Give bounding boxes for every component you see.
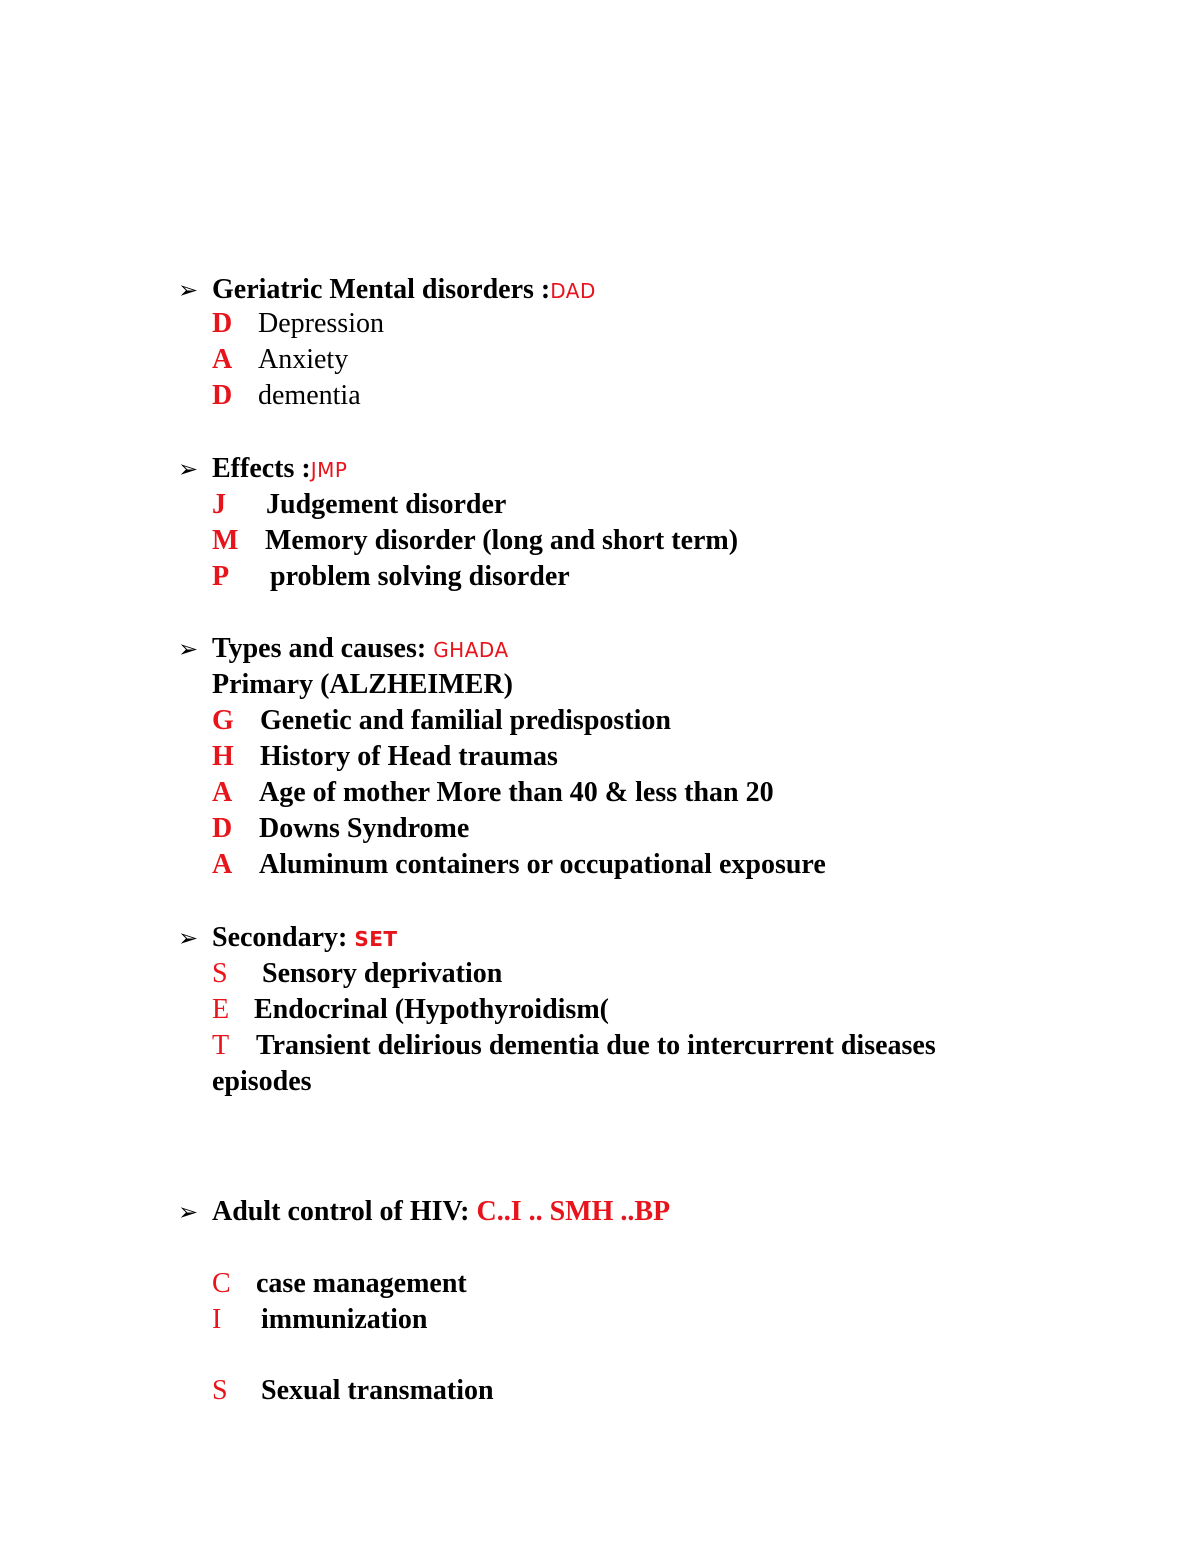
item-text: Depression [258, 308, 384, 339]
item-text: Aluminum containers or occupational exposure [259, 849, 826, 880]
mnemonic-letter: M [212, 525, 239, 556]
mnemonic-letter: E [212, 994, 230, 1025]
item-text: problem solving disorder [270, 561, 570, 592]
continuation-text: episodes [212, 1066, 312, 1097]
arrow-bullet-icon: ➢ [178, 924, 199, 952]
item-text: Judgement disorder [266, 489, 507, 520]
mnemonic-letter: I [212, 1304, 222, 1335]
mnemonic-letter: S [212, 958, 228, 989]
item-text: dementia [258, 380, 361, 411]
mnemonic-jmp: JMP [310, 458, 348, 482]
mnemonic-letter: T [212, 1030, 230, 1061]
mnemonic-letter: D [212, 380, 233, 411]
mnemonic-letter: D [212, 813, 233, 844]
heading-geriatric-text: Geriatric Mental disorders : [212, 274, 551, 305]
mnemonic-letter: H [212, 741, 234, 772]
item-text: History of Head traumas [260, 741, 558, 772]
mnemonic-letter: C [212, 1268, 231, 1299]
heading-hiv-text: Adult control of HIV: [212, 1196, 470, 1227]
heading-types-text: Types and causes: [212, 633, 427, 664]
mnemonic-letter: S [212, 1375, 228, 1406]
mnemonic-letter: P [212, 561, 230, 592]
item-text: Age of mother More than 40 & less than 20 [259, 777, 774, 808]
heading-secondary-text: Secondary: [212, 922, 348, 953]
arrow-bullet-icon: ➢ [178, 1198, 199, 1226]
mnemonic-ghada: GHADA [433, 638, 509, 662]
mnemonic-hiv: C..I .. SMH ..BP [476, 1196, 671, 1227]
item-text: immunization [261, 1304, 428, 1335]
item-text: Transient delirious dementia due to intercurrent diseases [256, 1030, 936, 1061]
item-text: Genetic and familial predispostion [260, 705, 671, 736]
arrow-bullet-icon: ➢ [178, 455, 199, 483]
subheading-primary-text: Primary (ALZHEIMER) [212, 669, 513, 700]
heading-effects-text: Effects : [212, 453, 311, 484]
item-text: Anxiety [258, 344, 349, 375]
arrow-bullet-icon: ➢ [178, 635, 199, 663]
mnemonic-dad: DAD [550, 279, 596, 303]
mnemonic-letter: G [212, 705, 234, 736]
mnemonic-letter: D [212, 308, 233, 339]
item-text: Downs Syndrome [259, 813, 470, 844]
mnemonic-letter: A [212, 344, 233, 375]
mnemonic-set: SET [354, 927, 398, 951]
arrow-bullet-icon: ➢ [178, 276, 199, 304]
item-text: Endocrinal (Hypothyroidism( [254, 994, 609, 1025]
mnemonic-letter: A [212, 849, 233, 880]
mnemonic-letter: A [212, 777, 233, 808]
item-text: Sensory deprivation [262, 958, 503, 989]
mnemonic-letter: J [212, 489, 226, 520]
item-text: case management [256, 1268, 467, 1299]
item-text: Memory disorder (long and short term) [265, 525, 739, 556]
item-text: Sexual transmation [261, 1375, 494, 1406]
